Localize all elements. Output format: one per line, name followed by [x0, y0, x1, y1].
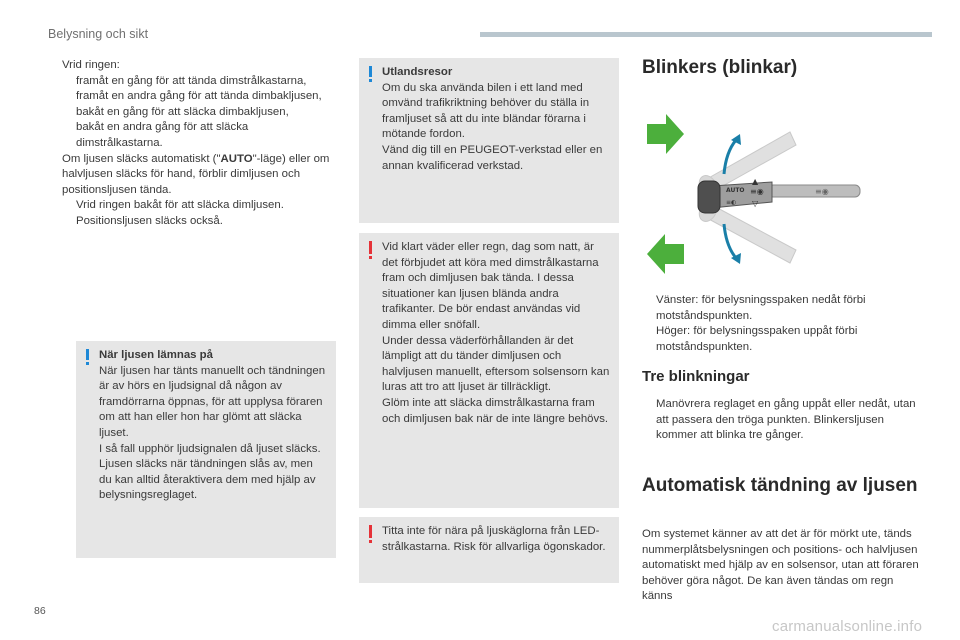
stalk-symbols: ▽	[752, 199, 759, 208]
list-item	[642, 293, 922, 324]
watermark: carmanualsonline.info	[772, 618, 923, 635]
arrow-right-icon	[647, 114, 684, 154]
warning-icon	[369, 241, 372, 254]
warning-icon	[369, 525, 372, 538]
box-title: När ljusen lämnas på	[99, 349, 213, 361]
info-box-travel-abroad	[359, 58, 619, 223]
heading-blinkers: Blinkers (blinkar)	[642, 57, 798, 78]
box-text: Titta inte för nära på ljuskäglorna från LED-strålkastarna. Risk för allvarliga ögonskador.	[382, 525, 606, 553]
box-text: I så fall upphör ljudsignalen då ljuset släcks.	[99, 442, 321, 455]
list-item-text: Vrid ringen bakåt för att släcka dimljusen. Positionsljusen släcks också.	[76, 199, 284, 227]
list-item	[62, 120, 330, 151]
indicator-stalk-illustration	[640, 110, 862, 290]
list-item-text: bakåt en andra gång för att släcka dimstrålkastarna.	[76, 121, 249, 149]
warning-box-led	[359, 517, 619, 583]
blinkers-list	[642, 293, 922, 355]
warning-icon-dot	[369, 540, 372, 543]
bullet-marker	[62, 89, 76, 105]
info-icon-dot	[369, 79, 372, 82]
box-text: Under dessa väderförhållanden är det lämpligt att du tänder dimljusen och halvljusen manuellt, eftersom solsensorn kan luras att tro att ljuset är tillräckligt.	[382, 334, 610, 394]
box-text: Vänd dig till en PEUGEOT-verkstad eller en annan kvalificerad verkstad.	[382, 143, 603, 172]
list-item-text: framåt en andra gång för att tända dimbakljusen,	[76, 90, 322, 103]
list-item-text: framåt en gång för att tända dimstrålkastarna,	[76, 74, 307, 87]
info-icon-dot	[86, 362, 89, 365]
info-box-lights-left-on	[76, 341, 336, 558]
bullet-marker	[62, 120, 76, 151]
box-text: När ljusen har tänts manuellt och tändningen är av hörs en ljudsignal då någon av framdörrarna öppnas, för att upplysa föraren om att han eller hon har glömt att släcka ljuset.	[99, 364, 326, 439]
list-item-text: Manövrera reglaget en gång uppåt eller nedåt, utan att passera den tröga punkten. Blinkersljusen kommer att blinka tre gånger.	[656, 398, 916, 442]
list-item-text: Vänster: för belysningsspaken nedåt förbi motståndspunkten.	[656, 294, 866, 322]
automatic-lights-text: Om systemet känner av att det är för mörkt ute, tänds nummerplåtsbelysningen och positions- och halvljusen automatiskt med hjälp av en solsensor, utan att föraren behöver göra något. De kan även tändas om regn känns	[642, 528, 919, 603]
bullet-marker	[62, 105, 76, 121]
bullet-marker	[62, 74, 76, 90]
warning-icon-dot	[369, 256, 372, 259]
box-text: Glöm inte att släcka dimstrålkastarna fram och dimljusen bak när de inte längre behövs.	[382, 396, 609, 425]
header-bar	[480, 32, 932, 37]
bullet-marker	[642, 397, 656, 444]
arrow-left-icon	[647, 234, 684, 274]
auto-text-post: "-läge) eller om halvljusen släcks för hand, förblir dimljusen och positionsljusen tända.	[62, 152, 330, 196]
auto-text-pre: Om ljusen släcks automatiskt ("	[62, 152, 221, 165]
bullet-marker	[642, 324, 656, 355]
bullet-marker	[642, 293, 656, 324]
bullet-marker	[62, 198, 76, 229]
steering-column	[768, 185, 860, 197]
auto-mode-paragraph	[62, 152, 330, 199]
list-item	[62, 89, 330, 105]
stalk-symbols: ≡◉	[750, 187, 764, 196]
box-text: Ljusen släcks när tändningen slås av, men du kan alltid återaktivera dem med hjälp av belysningsreglaget.	[99, 458, 316, 502]
list-item	[62, 105, 330, 121]
list-item	[642, 324, 922, 355]
three-flashes-list	[642, 397, 922, 444]
column-fog-lights	[62, 58, 330, 230]
list-item-text: bakåt en gång för att släcka dimbakljusen,	[76, 105, 289, 118]
stalk-tip	[698, 181, 720, 213]
list-item	[642, 397, 922, 444]
page-number: 86	[34, 605, 46, 617]
list-item	[62, 74, 330, 90]
section-title: Belysning och sikt	[48, 27, 149, 41]
warning-box-weather	[359, 233, 619, 508]
box-text: Om du ska använda bilen i ett land med omvänd trafikriktning behöver du ställa in framljuset så att du inte bländar förarna i mötande fordon.	[382, 81, 590, 141]
stalk-symbols: ▲	[752, 177, 759, 186]
auto-text-bold: AUTO	[220, 152, 253, 165]
heading-three-flashes: Tre blinkningar	[642, 368, 750, 385]
list-item-text: Höger: för belysningsspaken uppåt förbi motståndspunkten.	[656, 325, 858, 353]
intro-text: Vrid ringen:	[62, 59, 120, 71]
box-title: Utlandsresor	[382, 66, 453, 78]
stalk-symbols: ≡◐	[726, 199, 737, 206]
box-text: Vid klart väder eller regn, dag som natt, är det förbjudet att köra med dimstrålkastarna fram och dimljusen bak tända. I dessa situationer kan ljusen blända andra trafikanter. De bör endast användas vid dimma eller snöfall.	[382, 241, 599, 331]
heading-automatic-lights: Automatisk tändning av ljusen	[642, 475, 918, 496]
info-icon	[86, 349, 89, 360]
auto-label: AUTO	[726, 187, 745, 194]
list-item	[62, 198, 330, 229]
shaft-symbol: ≡◉	[815, 187, 829, 196]
info-icon	[369, 66, 372, 77]
